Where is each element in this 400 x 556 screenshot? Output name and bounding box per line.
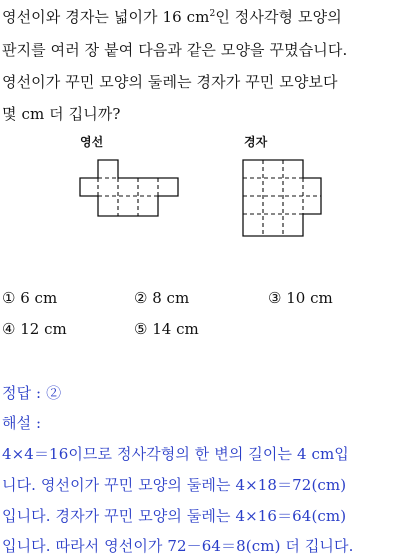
figure-label-yeongseon: 영선 (80, 135, 104, 149)
question-line-2: 판지를 여러 장 붙여 다음과 같은 모양을 꾸몄습니다. (2, 41, 348, 59)
choice-1-mark: ① (2, 289, 16, 307)
yeongseon-shape-figure (78, 156, 198, 226)
question-line-1 (2, 6, 342, 27)
gyeongja-shape-figure (240, 156, 340, 246)
choice-5-text: 14 cm (152, 320, 199, 338)
choice-4-text: 12 cm (20, 320, 67, 338)
figure-label-gyeongja: 경자 (244, 135, 268, 149)
choice-4-mark: ④ (2, 320, 16, 338)
choice-3-mark: ③ (268, 289, 282, 307)
question-line-3: 영선이가 꾸민 모양의 둘레는 경자가 꾸민 모양보다 (2, 73, 338, 91)
choice-5[interactable] (134, 320, 199, 338)
explanation-line-3: 입니다. 경자가 꾸민 모양의 둘레는 4×16＝64(cm) (2, 507, 347, 525)
explanation-label: 해설 : (2, 414, 42, 432)
choice-3[interactable] (268, 289, 333, 307)
question-line-4: 몇 cm 더 깁니까? (2, 105, 121, 123)
area-unit-exponent: 2 (209, 9, 216, 19)
choice-2[interactable] (134, 289, 189, 307)
explanation-line-1: 4×4＝16이므로 정사각형의 한 변의 길이는 4 cm입 (2, 445, 349, 463)
choice-2-mark: ② (134, 289, 148, 307)
choice-4[interactable] (2, 320, 67, 338)
choice-1[interactable] (2, 289, 57, 307)
choice-5-mark: ⑤ (134, 320, 148, 338)
explanation-line-4: 입니다. 따라서 영선이가 72－64＝8(cm) 더 깁니다. (2, 537, 354, 555)
answer-label: 정답 : ② (2, 384, 62, 402)
choice-1-text: 6 cm (20, 289, 58, 307)
question-line-1b: 인 정사각형 모양의 (215, 8, 342, 26)
explanation-line-2: 니다. 영선이가 꾸민 모양의 둘레는 4×18＝72(cm) (2, 476, 347, 494)
choice-3-text: 10 cm (286, 289, 333, 307)
choice-2-text: 8 cm (152, 289, 190, 307)
question-line-1a: 영선이와 경자는 넓이가 16 cm (2, 8, 210, 26)
